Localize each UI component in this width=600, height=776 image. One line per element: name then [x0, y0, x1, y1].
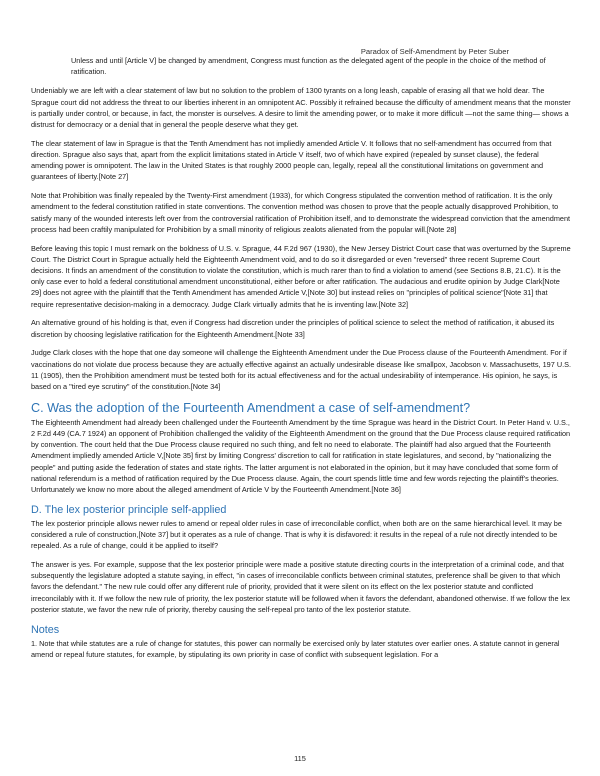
paragraph: Note that Prohibition was finally repealed by the Twenty-First amendment (1933), for which Congress stipulated the convention method of ratification. It is the only amendment to the federal constitution ratified in state conventions. The convention method was chosen to prove that the people actually disapproved Prohibition, to satisfy many of the wounded interests left over from the controversial ratification of Prohibition itself, and to demonstrate the widespread conviction that the amendment process had been craftily manipulated for Prohibition by a small minority of religious zealots alienated from the popular will.[Note 28]: [31, 191, 571, 234]
paragraph: An alternative ground of his holding is that, even if Congress had discretion under the principles of political science to select the method of ratification, it abused its discretion by choosing legislative ratification for the Eighteenth Amendment.[Note 33]: [31, 318, 555, 339]
running-header: Paradox of Self-Amendment by Peter Suber: [360, 47, 509, 56]
paragraph: Before leaving this topic I must remark on the boldness of U.S. v. Sprague, 44 F.2d 967 (1930), the New Jersey District Court case that was overturned by the Supreme Court. The District Court in Sprague actually held the Eighteenth Amendment void, and to do so it disregarded or even "reversed" three recent Supreme Court decisions. It finds an amendment of the constitution to violate the constitution, which is much rarer than to find a violation to amend (see Sections 8.B, 21.C). It is the only case ever to hold a federal constitutional amendment unconstitutional, either before or after ratification. The audacious and erudite opinion by Judge Clark[Note 29] does not agree with the plaintiff that the Tenth Amendment has amended Article V,[Note 30] but instead relies on "principles of political science"[Note 31] that require representative decision-making in a democracy. Judge Clark virtually admits that he is inventing law.[Note 32]: [31, 243, 571, 309]
paragraph: The Eighteenth Amendment had already been challenged under the Fourteenth Amendment by the time Sprague was heard in the District Court. In Peter Hand v. U.S., 2 F.2d 449 (CA.7 1924) an opponent of Prohibition challenged the validity of the Eighteenth Amendment on the ground that the Due Process clause required ratification by convention. The court held that the Due Process clause required no such thing, and felt no need to elaborate. The plaintiff had also argued that the Fourteenth Amendment impliedly amended Article V,[Note 35] first by limiting Congress' discretion to call for ratification in state legislatures, and second, by "nationalizing the people" and putting aside the federation of states and state rights. The latter argument is not elaborated in the opinion, but it may have concluded that some form of national referendum is a method of ratification required by the Due Process clause. Again, the court spends little time and few words rejecting the plaintiff's theories. Unfortunately we know no more about the alleged amendment of Article V by the Fourteenth Amendment.[Note 36]: [31, 417, 571, 495]
paragraph: Judge Clark closes with the hope that one day someone will challenge the Eighteenth Amendment under the Due Process clause of the Fourteenth Amendment. For if vaccinations do not violate due process because they are actually effective against an actually undesirable disease like smallpox, Jacobson v. Massachusetts, 197 U.S. 11 (1905), then the Prohibition amendment must be tested both for its actual effectiveness and for the actual undesirability of intemperance. His opinion, he says, is based on a "tired eye scrutiny" of the constitution.[Note 34]: [31, 348, 572, 392]
paragraph: The clear statement of law in Sprague is that the Tenth Amendment has not impliedly amended Article V. It follows that no self-amendment has occurred from that direction. Sprague also says that, apart from the explicit limitations stated in Article V itself, two of which have expired (repealed by sunset clause), the federal amending power is omnipotent. The law in the United States is that roughly 2000 people can, legally, repeal all the constitutional limitations on government and guarantees of liberty.[Note 27]: [31, 138, 552, 182]
notes-heading: Notes: [31, 623, 60, 636]
paragraph: Undeniably we are left with a clear statement of law but no solution to the problem of 1300 tyrants on a long leash, capable of erasing all that we hold dear. The Sprague court did not address the threat to our liberties inherent in an omnipotent AC. Possibly it refrained because the difficulty of amendment means that the monster is partially under control, or because, in fact, the monster is ourselves. A desire to limit the amending power, or to make it more difficult —not the same thing— shows a distrust for democracy or a denial that in general the people deserve what they get.: [31, 86, 571, 130]
section-heading-c: C. Was the adoption of the Fourteenth Amendment a case of self-amendment?: [31, 400, 471, 415]
block-quote: Unless and until [Article V] be changed by amendment, Congress must function as the delegated agent of the people in the choice of the method of ratification.: [71, 56, 546, 77]
section-heading-d: D. The lex posterior principle self-applied: [31, 503, 227, 516]
paragraph: The lex posterior principle allows newer rules to amend or repeal older rules in case of irreconcilable conflict, when both are on the same hierarchical level. It may be considered a rule of construction,[Note 37] but it operates as a rule of change. That is why it is disfavored: it results in the repeal of a rule not directly intended to be repealed. As a rule of change, could it be applied to itself?: [31, 518, 562, 551]
page-content: [31, 55, 571, 668]
page-number: 115: [294, 754, 306, 763]
paragraph: The answer is yes. For example, suppose that the lex posterior principle were made a positive statute directing courts in the interpretation of a criminal code, and that subsequently the legislature adopted a statute saying, in effect, "in cases of irreconcilable conflicts between criminal statutes, preference shall be given to that which favors the defendant." The new rule could offer any different rule of priority, provided that it were silent on its effect on the lex posterior statute and conflicted irreconcilably with it. If we follow the new rule of priority, the lex posterior statute will be followed when it favors the defendant, abandoned otherwise. If we follow the lex posterior statute, we favor the new rule of priority, thereby causing the self-repeal pro tanto of the lex posterior statute.: [31, 560, 570, 614]
note-item: 1. Note that while statutes are a rule of change for statutes, this power can normally be exercised only by later statutes over earlier ones. A statute cannot in general amend or repeal future statutes, for example, by stipulating its own priority in case of conflict with subsequent legislation. For a: [31, 638, 560, 659]
